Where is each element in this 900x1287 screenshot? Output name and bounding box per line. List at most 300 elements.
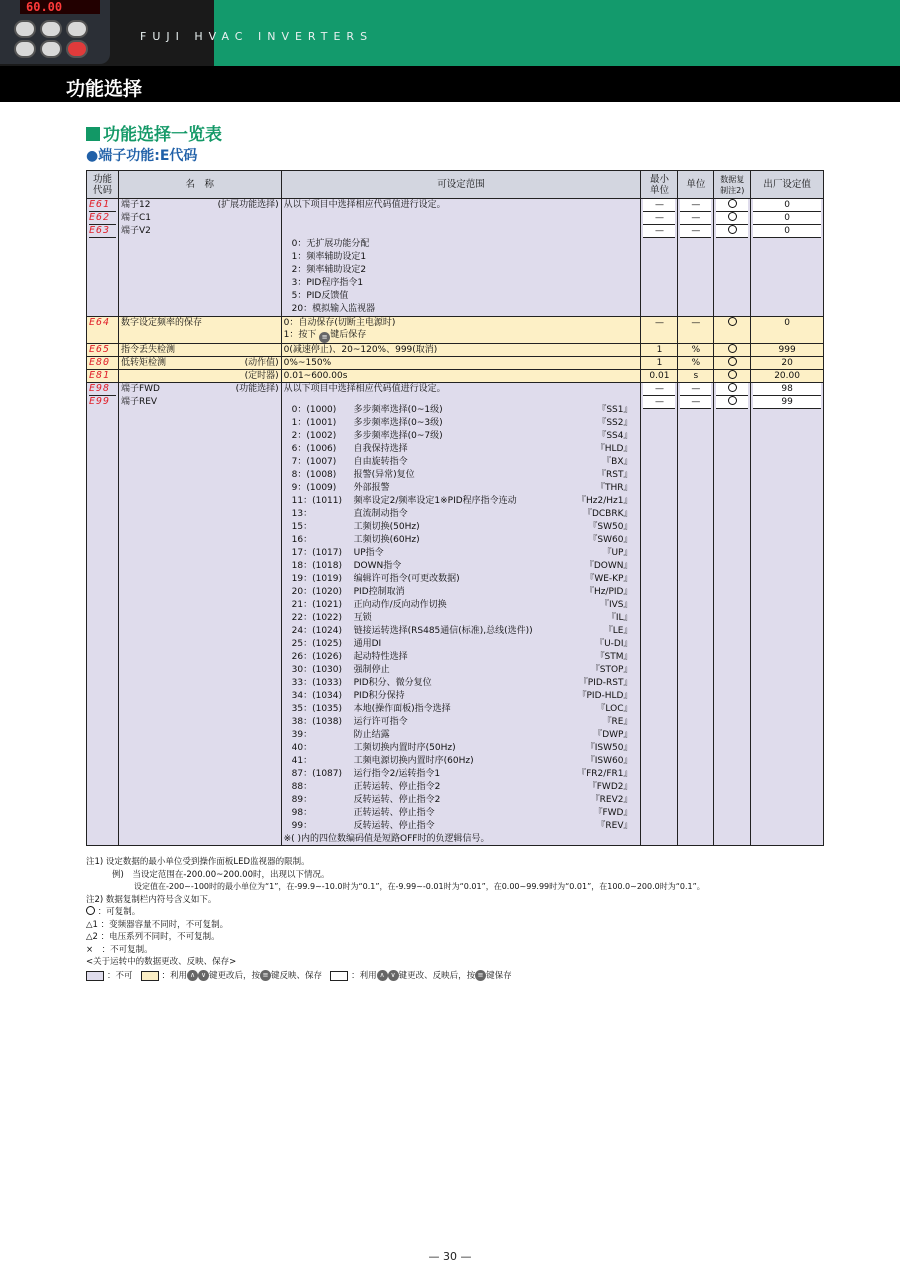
option-signal: 『STOP』 — [590, 665, 633, 675]
range-option — [284, 664, 639, 677]
symbol-voltage: △2 ：电压系列不同时，不可复制。 — [86, 932, 220, 942]
range-text: 1：按下 — [283, 330, 317, 340]
option-label: 运行许可指令 — [353, 717, 408, 727]
option-label: 编辑许可指令(可更改数据) — [353, 574, 460, 584]
function-code: E63 — [89, 225, 116, 238]
function-name — [121, 199, 279, 212]
table-row-e65 — [87, 344, 824, 357]
option-label: 防止结露 — [353, 730, 390, 740]
range-cell — [281, 383, 641, 846]
name-cell — [118, 199, 281, 317]
unit-value: — — [680, 383, 711, 396]
option-list — [284, 404, 639, 833]
min-value: — — [641, 317, 678, 344]
keypad-button-icon — [14, 40, 36, 58]
range-option — [284, 329, 639, 343]
range-option — [284, 456, 639, 469]
range-option — [284, 768, 639, 781]
min-cell — [641, 199, 678, 317]
copy-value — [716, 225, 748, 238]
range-cell: 0%~150% — [281, 357, 641, 370]
option-label: 正转运转、停止指令2 — [353, 782, 441, 792]
unit-value: — — [680, 396, 711, 409]
option-signal: 『SS1』 — [597, 405, 633, 415]
unit-cell — [678, 199, 714, 317]
note-2: 注2) 数据复制栏内符号含义如下。 — [86, 894, 217, 905]
range-option: 0：无扩展功能分配 — [291, 239, 370, 249]
table-header-row — [87, 171, 824, 199]
function-name — [121, 370, 279, 382]
copy-value — [714, 370, 751, 383]
range-option — [284, 547, 639, 560]
name-text: 端子12 — [120, 200, 151, 210]
range-option — [284, 703, 639, 716]
option-code: 39： — [291, 730, 313, 740]
option-signal: 『FR2/FR1』 — [577, 769, 633, 779]
option-code: 88： — [291, 782, 313, 792]
option-code: 15： — [291, 522, 313, 532]
option-signal: 『IVS』 — [599, 600, 633, 610]
min-cell — [641, 383, 678, 846]
option-footnote: ※( )内的四位数编码值是短路OFF时的负逻辑信号。 — [283, 834, 490, 844]
code-cell — [87, 383, 119, 846]
option-label: 工频电源切换内置时序(60Hz) — [353, 756, 474, 766]
symbol-text: ：可复制。 — [97, 907, 141, 917]
note-1: 注1) 设定数据的最小单位受到操作面板LED监视器的限制。 — [86, 857, 310, 867]
keypad-display: 60.00 — [20, 0, 100, 14]
default-value: 98 — [753, 383, 821, 396]
option-label: 本地(操作面板)指令选择 — [353, 704, 451, 714]
code-cell — [87, 344, 119, 357]
symbol-not-copyable: × ：不可复制。 — [86, 944, 153, 955]
range-cell — [281, 317, 641, 344]
name-tag: (功能选择) — [235, 384, 279, 394]
option-label: 多步频率选择(0~1级) — [353, 405, 443, 415]
copy-value — [714, 317, 751, 344]
copyable-circle-icon — [728, 396, 737, 405]
option-signal: 『LOC』 — [596, 704, 633, 714]
default-value: 0 — [753, 199, 821, 212]
default-value: 0 — [753, 212, 821, 225]
copyable-circle-icon — [728, 370, 737, 379]
range-option — [284, 586, 639, 599]
code-cell — [87, 317, 119, 344]
copy-value — [716, 396, 748, 409]
option-label: 互锁 — [353, 613, 372, 623]
name-cell — [118, 357, 281, 370]
default-value: 99 — [753, 396, 821, 409]
range-cell: 0(减速停止)、20~120%、999(取消) — [281, 344, 641, 357]
option-code: 34：(1034) — [291, 691, 343, 701]
down-key-icon: ∨ — [198, 970, 209, 981]
option-signal: 『RE』 — [602, 717, 633, 727]
option-code: 18：(1018) — [291, 561, 343, 571]
name-tag: (定时器) — [244, 371, 279, 381]
unit-value: — — [680, 199, 711, 212]
option-label: 正转运转、停止指令 — [353, 808, 435, 818]
name-text: 端子V2 — [120, 226, 151, 236]
copyable-circle-icon — [728, 212, 737, 221]
range-option — [284, 560, 639, 573]
section-heading-text: 功能选择一览表 — [103, 125, 222, 145]
function-name — [121, 383, 279, 396]
table-row-e61-e63 — [87, 199, 824, 317]
range-option — [284, 677, 639, 690]
header-name: 名 称 — [118, 171, 281, 199]
function-code: E61 — [89, 199, 116, 212]
option-code: 0：(1000) — [291, 405, 337, 415]
range-option — [284, 807, 639, 820]
option-label: 链接运转选择(RS485通信(标准),总线(选件)) — [353, 626, 533, 636]
name-cell: 指令丢失检测 — [118, 344, 281, 357]
symbol-copyable — [86, 906, 826, 919]
option-label: 工频切换(50Hz) — [353, 522, 420, 532]
copyable-circle-icon — [728, 199, 737, 208]
option-signal: 『BX』 — [602, 457, 633, 467]
option-label: PID积分、微分复位 — [353, 678, 432, 688]
name-tag: (扩展功能选择) — [217, 200, 279, 210]
option-label: 起动特性选择 — [353, 652, 408, 662]
legend-swatch-lavender — [86, 971, 104, 981]
option-label: 报警(异常)复位 — [353, 470, 415, 480]
min-value: 1 — [641, 357, 678, 370]
note-1-detail: 设定值在-200~-100时的最小单位为“1”，在-99.9~-10.0时为“0.1”，在-9.99~-0.01时为“0.01”，在0.00~99.99时为“0.01”，在100.0~200.0时为“0.1”。 — [134, 882, 705, 891]
table-row-e98-e99 — [87, 383, 824, 846]
min-value: 0.01 — [641, 370, 678, 383]
range-option — [284, 508, 639, 521]
brand-text: FUJI HVAC INVERTERS — [140, 30, 374, 43]
range-option — [284, 482, 639, 495]
option-signal: 『SW50』 — [588, 522, 633, 532]
option-signal: 『DCBRK』 — [582, 509, 633, 519]
option-signal: 『Hz2/Hz1』 — [577, 496, 633, 506]
range-cell: 0.01~600.00s — [281, 370, 641, 383]
option-code: 24：(1024) — [291, 626, 343, 636]
default-value: 999 — [751, 344, 824, 357]
header-unit: 单位 — [678, 171, 714, 199]
func-data-key-icon: ≡ — [475, 970, 486, 981]
note-1-example: 例) 当设定范围在-200.00~200.00时，出现以下情况。 — [112, 869, 330, 880]
subsection-heading: ●端子功能:E代码 — [86, 148, 198, 164]
option-label: 运行指令2/运转指令1 — [353, 769, 441, 779]
inverter-keypad-image — [0, 0, 110, 64]
option-signal: 『HLD』 — [595, 444, 633, 454]
option-signal: 『UP』 — [602, 548, 633, 558]
range-option: 20：模拟输入监视器 — [291, 304, 376, 314]
func-data-key-icon: ≡ — [319, 332, 330, 343]
min-value: — — [643, 225, 675, 238]
option-code: 38：(1038) — [291, 717, 343, 727]
option-code: 11：(1011) — [291, 496, 343, 506]
option-code: 16： — [291, 535, 313, 545]
option-code: 8：(1008) — [291, 470, 337, 480]
name-tag: (动作值) — [244, 358, 279, 368]
default-value: 20 — [751, 357, 824, 370]
option-code: 21：(1021) — [291, 600, 343, 610]
range-option — [284, 599, 639, 612]
option-signal: 『FWD2』 — [587, 782, 633, 792]
unit-cell — [678, 383, 714, 846]
option-label: 多步频率选择(0~7级) — [353, 431, 443, 441]
legend-row — [86, 970, 826, 983]
option-signal: 『RST』 — [597, 470, 633, 480]
min-value: — — [643, 212, 675, 225]
option-code: 20：(1020) — [291, 587, 343, 597]
option-code: 1：(1001) — [291, 418, 337, 428]
copy-cell — [714, 383, 751, 846]
range-option — [284, 495, 639, 508]
unit-value: — — [678, 317, 714, 344]
option-label: 频率设定2/频率设定1※PID程序指令连动 — [353, 496, 517, 506]
keypad-button-icon — [40, 20, 62, 38]
notes-section — [86, 856, 826, 982]
code-cell — [87, 357, 119, 370]
function-code: E81 — [89, 370, 111, 381]
option-label: 工频切换内置时序(50Hz) — [353, 743, 456, 753]
range-option — [284, 625, 639, 638]
unit-value: % — [678, 357, 714, 370]
option-code: 40： — [291, 743, 313, 753]
range-option — [284, 521, 639, 534]
range-option: 3：PID程序指令1 — [291, 278, 364, 288]
legend-text: ：利用 — [161, 970, 188, 981]
range-option — [284, 820, 639, 833]
function-name — [121, 212, 279, 225]
option-code: 89： — [291, 795, 313, 805]
symbol-capacity: △1 ：变频器容量不同时，不可复制。 — [86, 919, 229, 930]
legend-title: <关于运转中的数据更改、反映、保存> — [86, 957, 237, 967]
min-value: 1 — [641, 344, 678, 357]
section-heading — [86, 120, 222, 145]
header-code: 功能 代码 — [87, 171, 119, 199]
option-code: 30：(1030) — [291, 665, 343, 675]
range-intro: 从以下项目中选择相应代码值进行设定。 — [283, 384, 446, 394]
unit-value: s — [678, 370, 714, 383]
range-cell — [281, 199, 641, 317]
option-code: 26：(1026) — [291, 652, 343, 662]
option-label: PID控制取消 — [353, 587, 405, 597]
range-option — [284, 716, 639, 729]
keypad-stop-button-icon — [66, 40, 88, 58]
option-label: 自我保持选择 — [353, 444, 408, 454]
keypad-button-icon — [40, 40, 62, 58]
option-signal: 『THR』 — [595, 483, 633, 493]
func-data-key-icon: ≡ — [260, 970, 271, 981]
option-label: 强制停止 — [353, 665, 390, 675]
option-code: 2：(1002) — [291, 431, 337, 441]
option-label: 通用DI — [353, 639, 382, 649]
unit-value: % — [678, 344, 714, 357]
function-name — [121, 225, 279, 238]
function-name — [121, 357, 279, 369]
option-signal: 『ISW50』 — [585, 743, 633, 753]
legend-text: 键反映、保存 — [271, 970, 323, 981]
option-signal: 『SS2』 — [597, 418, 633, 428]
range-option — [284, 651, 639, 664]
range-option — [284, 690, 639, 703]
range-option — [284, 534, 639, 547]
range-option — [284, 742, 639, 755]
header-default: 出厂设定值 — [751, 171, 824, 199]
copyable-circle-icon — [728, 317, 737, 326]
option-code: 17：(1017) — [291, 548, 343, 558]
range-option — [284, 794, 639, 807]
option-signal: 『ISW60』 — [585, 756, 633, 766]
name-text: 端子REV — [120, 397, 158, 407]
default-cell — [751, 383, 824, 846]
option-label: 直流制动指令 — [353, 509, 408, 519]
unit-value: — — [680, 212, 711, 225]
legend-text: 键更改后，按 — [209, 970, 261, 981]
function-code: E65 — [89, 344, 111, 355]
option-label: PID积分保持 — [353, 691, 405, 701]
function-code: E80 — [89, 357, 111, 368]
option-code: 98： — [291, 808, 313, 818]
option-label: 自由旋转指令 — [353, 457, 408, 467]
range-option — [284, 781, 639, 794]
copyable-circle-icon — [728, 357, 737, 366]
copy-value — [716, 383, 748, 396]
copy-value — [714, 357, 751, 370]
option-signal: 『SS4』 — [597, 431, 633, 441]
code-cell — [87, 370, 119, 383]
table-row-e80 — [87, 357, 824, 370]
copy-cell — [714, 199, 751, 317]
code-cell — [87, 199, 119, 317]
function-code: E64 — [89, 317, 111, 328]
range-text: 键后保存 — [330, 330, 367, 340]
option-label: 外部报警 — [353, 483, 390, 493]
option-code: 13： — [291, 509, 313, 519]
default-value: 20.00 — [751, 370, 824, 383]
option-label: 正向动作/反向动作切换 — [353, 600, 447, 610]
option-signal: 『REV』 — [596, 821, 633, 831]
option-signal: 『REV2』 — [590, 795, 633, 805]
legend-swatch-white — [330, 971, 348, 981]
range-option — [284, 638, 639, 651]
name-cell — [118, 370, 281, 383]
up-key-icon: ∧ — [377, 970, 388, 981]
range-option — [284, 404, 639, 417]
range-option — [284, 573, 639, 586]
option-label: UP指令 — [353, 548, 384, 558]
option-signal: 『LE』 — [603, 626, 633, 636]
option-label: 反转运转、停止指令2 — [353, 795, 441, 805]
option-signal: 『DOWN』 — [584, 561, 633, 571]
function-code: E98 — [89, 383, 116, 396]
table-row-e64 — [87, 317, 824, 344]
option-label: 多步频率选择(0~3级) — [353, 418, 443, 428]
table-row-e81 — [87, 370, 824, 383]
copy-value — [716, 199, 748, 212]
keypad-button-icon — [14, 20, 36, 38]
function-name — [121, 396, 279, 409]
range-option — [284, 430, 639, 443]
default-cell — [751, 199, 824, 317]
option-code: 19：(1019) — [291, 574, 343, 584]
option-code: 9：(1009) — [291, 483, 337, 493]
min-value: — — [643, 383, 675, 396]
default-value: 0 — [751, 317, 824, 344]
option-signal: 『U-DI』 — [595, 639, 633, 649]
legend-text: ：利用 — [351, 970, 377, 981]
range-option — [284, 417, 639, 430]
range-option — [284, 612, 639, 625]
keypad-button-icon — [66, 20, 88, 38]
min-value: — — [643, 396, 675, 409]
option-signal: 『PID-RST』 — [578, 678, 633, 688]
option-code: 35：(1035) — [291, 704, 343, 714]
copyable-circle-icon — [728, 383, 737, 392]
name-text: 低转矩检测 — [120, 358, 166, 368]
option-signal: 『PID-HLD』 — [577, 691, 633, 701]
range-option: 1：频率辅助设定1 — [291, 252, 367, 262]
name-text: 端子C1 — [120, 213, 151, 223]
range-option — [284, 755, 639, 768]
range-option: 2：频率辅助设定2 — [291, 265, 367, 275]
legend-swatch-yellow — [141, 971, 159, 981]
option-signal: 『FWD』 — [593, 808, 633, 818]
range-option: 5：PID反馈值 — [291, 291, 349, 301]
option-signal: 『STM』 — [595, 652, 633, 662]
name-cell: 数字设定频率的保存 — [118, 317, 281, 344]
option-code: 22：(1022) — [291, 613, 343, 623]
page-number: — 30 — — [428, 1250, 472, 1263]
function-code: E62 — [89, 212, 116, 225]
down-key-icon: ∨ — [388, 970, 399, 981]
copyable-circle-icon — [728, 225, 737, 234]
square-bullet-icon — [86, 127, 100, 141]
range-option — [284, 469, 639, 482]
option-code: 99： — [291, 821, 313, 831]
legend-text: 键更改、反映后，按 — [398, 970, 476, 981]
option-signal: 『Hz/PID』 — [584, 587, 633, 597]
option-code: 7：(1007) — [291, 457, 337, 467]
copyable-circle-icon — [728, 344, 737, 353]
option-signal: 『IL』 — [606, 613, 633, 623]
header-data-copy: 数据复 制注2) — [714, 171, 751, 199]
option-code: 6：(1006) — [291, 444, 337, 454]
range-intro: 从以下项目中选择相应代码值进行设定。 — [283, 200, 446, 210]
header-range: 可设定范围 — [281, 171, 641, 199]
option-code: 33：(1033) — [291, 678, 343, 688]
option-signal: 『DWP』 — [593, 730, 633, 740]
default-value: 0 — [753, 225, 821, 238]
up-key-icon: ∧ — [187, 970, 198, 981]
option-code: 25：(1025) — [291, 639, 343, 649]
copy-value — [714, 344, 751, 357]
legend-text: 键保存 — [486, 970, 512, 981]
copyable-circle-icon — [86, 906, 95, 915]
range-option — [284, 729, 639, 742]
option-code: 41： — [291, 756, 313, 766]
option-label: 反转运转、停止指令 — [353, 821, 435, 831]
min-value: — — [643, 199, 675, 212]
header-min-unit: 最小 单位 — [641, 171, 678, 199]
range-option: 0：自动保存(切断主电源时) — [283, 318, 396, 328]
option-code: 87：(1087) — [291, 769, 343, 779]
option-signal: 『SW60』 — [588, 535, 633, 545]
function-table — [86, 170, 824, 846]
option-label: DOWN指令 — [353, 561, 402, 571]
function-code: E99 — [89, 396, 111, 407]
range-option — [284, 443, 639, 456]
option-signal: 『WE-KP』 — [585, 574, 633, 584]
name-text: 端子FWD — [120, 384, 160, 394]
legend-text: ：不可 — [107, 970, 133, 981]
page-title: 功能选择 — [66, 78, 143, 100]
unit-value: — — [680, 225, 711, 238]
